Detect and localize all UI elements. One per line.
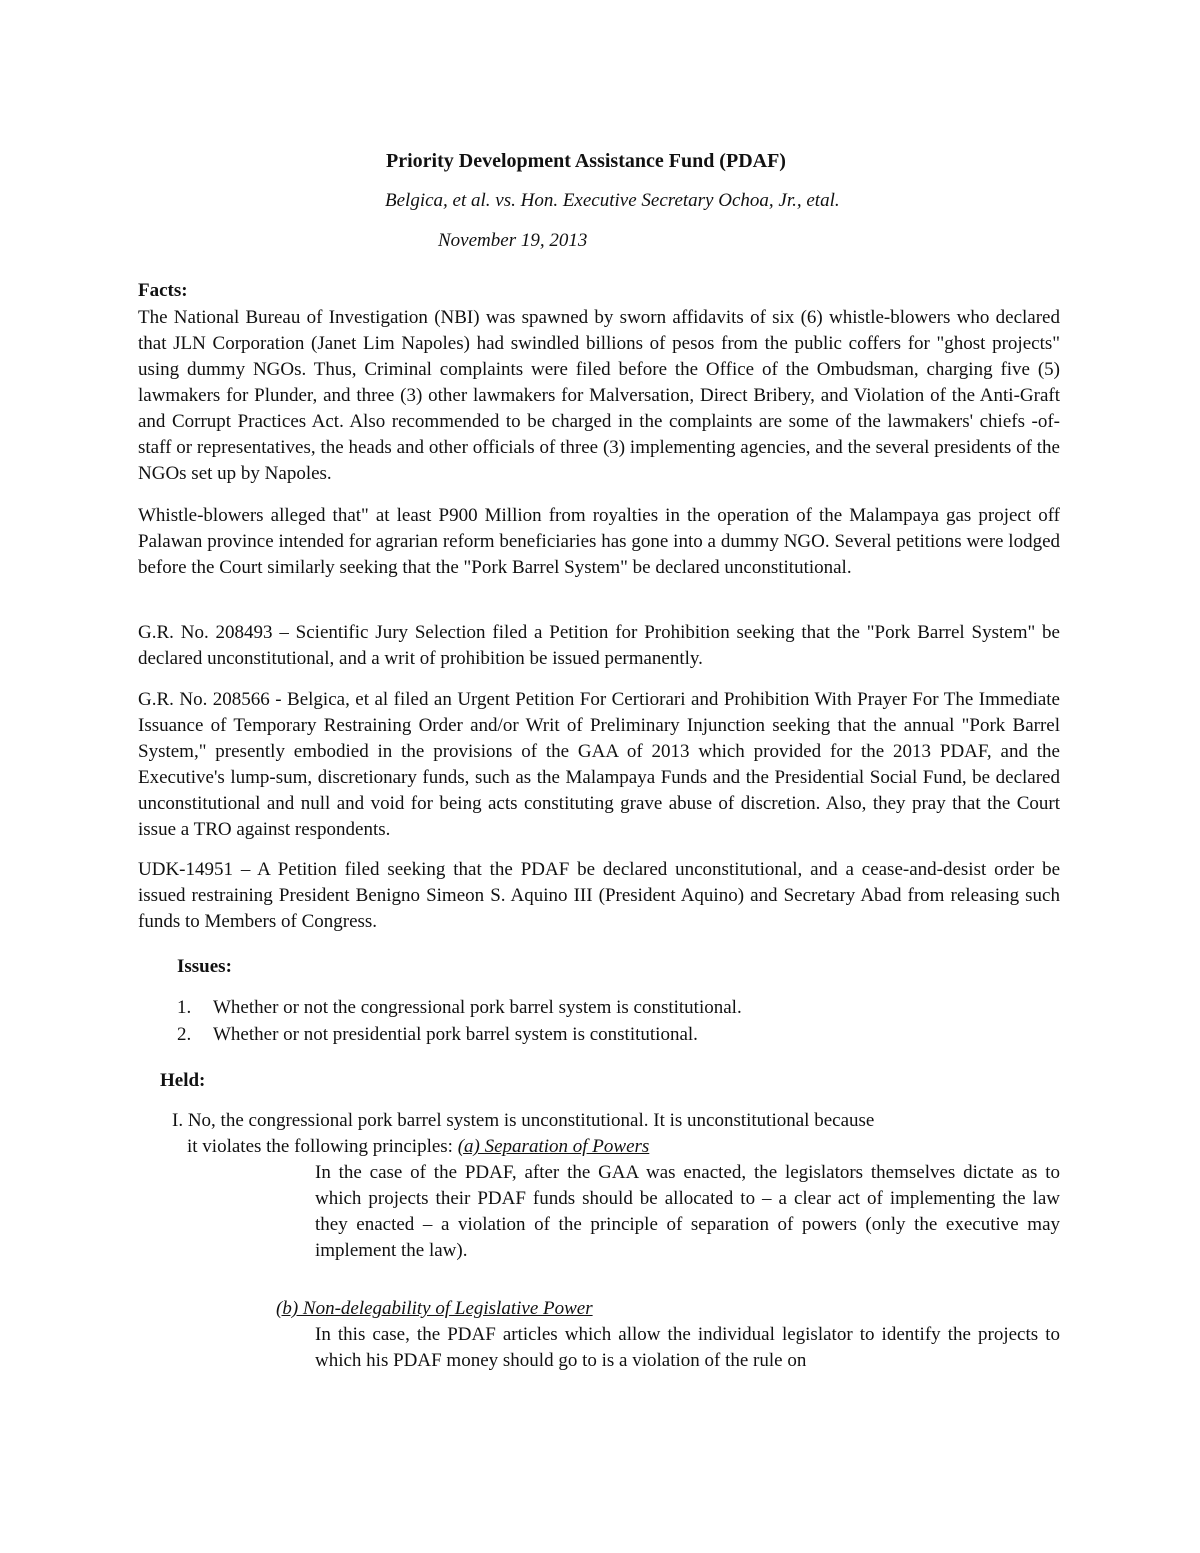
decision-date: November 19, 2013 xyxy=(438,230,588,251)
facts-heading: Facts: xyxy=(138,280,188,301)
case-title: Belgica, et al. vs. Hon. Executive Secretary Ochoa, Jr., etal. xyxy=(385,190,840,211)
principle-b-paragraph: In this case, the PDAF articles which allow the individual legislator to identify the projects to which his PDAF money should go to is a violation of the rule on xyxy=(315,1324,1060,1371)
held-heading: Held: xyxy=(160,1070,206,1091)
list-item xyxy=(177,1022,742,1048)
list-item-text: Whether or not the congressional pork barrel system is constitutional. xyxy=(213,997,742,1018)
held-item-1-continuation xyxy=(187,1134,649,1160)
held-principles-intro: it violates the following principles: xyxy=(187,1136,458,1157)
facts-paragraph: The National Bureau of Investigation (NBI) was spawned by sworn affidavits of six (6) whistle-blowers who declared that JLN Corporation (Janet Lim Napoles) had swindled billions of pesos from the public coffers for "ghost projects" using dummy NGOs. Thus, Criminal complaints were filed before the Office of the Ombudsman, charging five (5) lawmakers for Plunder, and three (3) other lawmakers for Malversation, Direct Bribery, and Violation of the Anti-Graft and Corrupt Practices Act. Also recommended to be charged in the complaints are some of the lawmakers' chiefs -of-staff or representatives, the heads and other officials of three (3) implementing agencies, and the several presidents of the NGOs set up by Napoles. xyxy=(138,307,1060,484)
facts-paragraph: UDK-14951 – A Petition filed seeking that the PDAF be declared unconstitutional, and a cease-and-desist order be issued restraining President Benigno Simeon S. Aquino III (President Aquino) and Secretary Abad from releasing such funds to Members of Congress. xyxy=(138,859,1060,932)
issues-list xyxy=(177,995,742,1049)
list-item-number: 2. xyxy=(177,1024,192,1045)
principle-b-heading: (b) Non-delegability of Legislative Power xyxy=(276,1298,593,1319)
facts-paragraph: G.R. No. 208493 – Scientific Jury Selection filed a Petition for Prohibition seeking that the "Pork Barrel System" be declared unconstitutional, and a writ of prohibition be issued permanently. xyxy=(138,622,1060,669)
facts-paragraph: G.R. No. 208566 - Belgica, et al filed an Urgent Petition For Certiorari and Prohibition With Prayer For The Immediate Issuance of Temporary Restraining Order and/or Writ of Preliminary Injunction seeking that the annual "Pork Barrel System," presently embodied in the provisions of the GAA of 2013 which provided for the 2013 PDAF, and the Executive's lump-sum, discretionary funds, such as the Malampaya Funds and the Presidential Social Fund, be declared unconstitutional and null and void for being acts constituting grave abuse of discretion. Also, they pray that the Court issue a TRO against respondents. xyxy=(138,689,1060,840)
issues-heading: Issues: xyxy=(177,956,232,977)
list-item-number: 1. xyxy=(177,997,192,1018)
document-title: Priority Development Assistance Fund (PDAF) xyxy=(386,150,786,172)
principle-a-heading: (a) Separation of Powers xyxy=(457,1136,650,1157)
list-item-text: Whether or not presidential pork barrel system is constitutional. xyxy=(213,1024,698,1045)
facts-paragraph: Whistle-blowers alleged that" at least P900 Million from royalties in the operation of the Malampaya gas project off Palawan province intended for agrarian reform beneficiaries has gone into a dummy NGO. Several petitions were lodged before the Court similarly seeking that the "Pork Barrel System" be declared unconstitutional. xyxy=(138,505,1060,578)
held-item-1: I. No, the congressional pork barrel system is unconstitutional. It is unconstitutional because xyxy=(172,1110,875,1131)
principle-a-paragraph: In the case of the PDAF, after the GAA was enacted, the legislators themselves dictate as to which projects their PDAF funds should be allocated to – a clear act of implementing the law they enacted – a violation of the principle of separation of powers (only the executive may implement the law). xyxy=(315,1162,1060,1261)
list-item xyxy=(177,995,742,1021)
